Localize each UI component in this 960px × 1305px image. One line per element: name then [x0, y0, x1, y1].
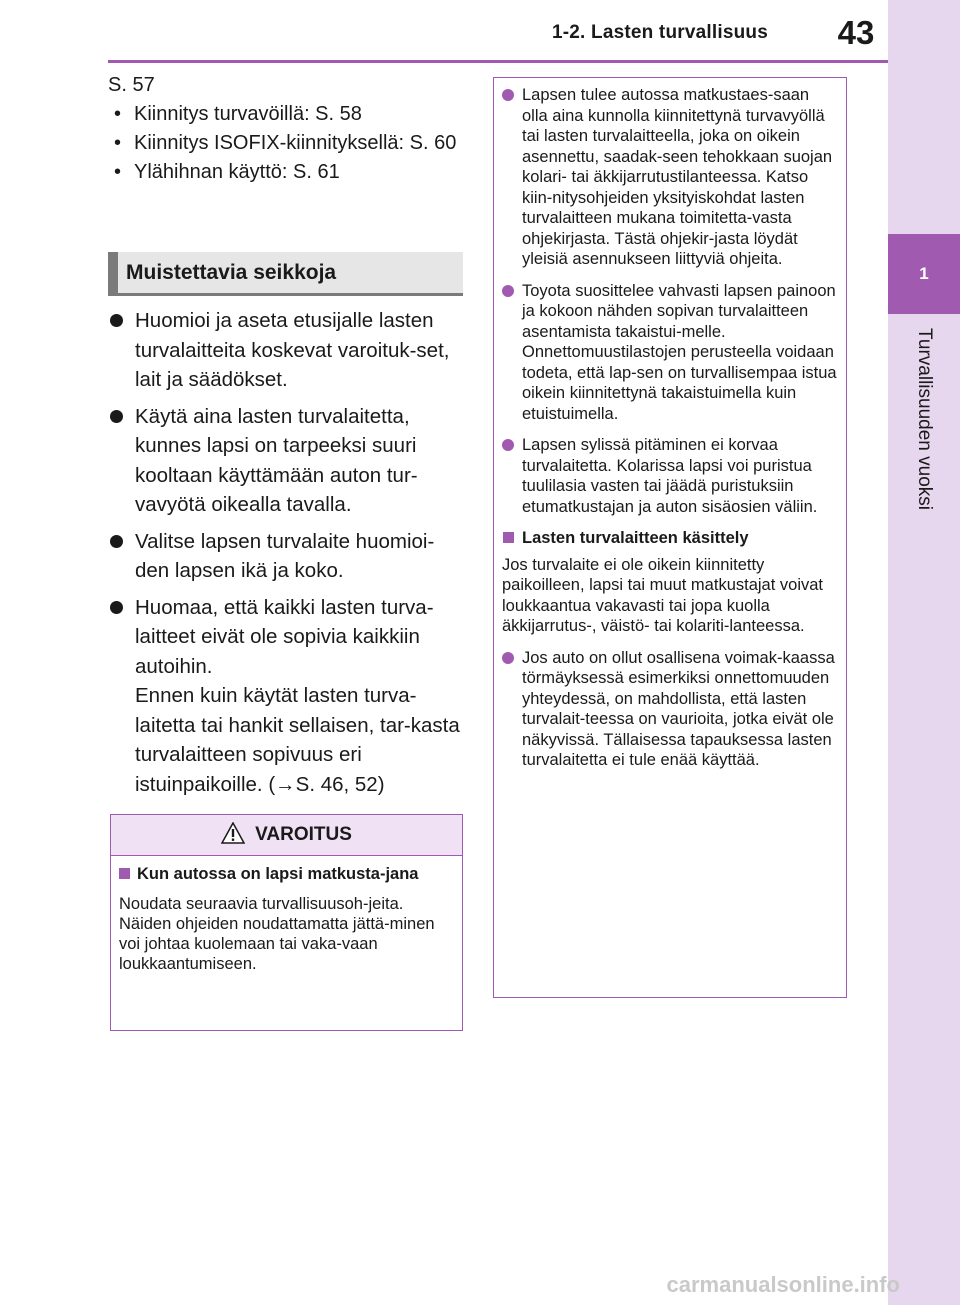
bullet-icon [110, 314, 123, 327]
page-number: 43 [837, 14, 875, 51]
square-bullet-icon [503, 532, 514, 543]
list-item [108, 402, 468, 520]
bullet-icon [110, 601, 123, 614]
bullet-dot-icon: • [114, 103, 122, 125]
info-subheading [502, 528, 838, 549]
info-subheading-text: Lasten turvalaitteen käsittely [522, 529, 749, 547]
chapter-title: Turvallisuuden vuoksi [914, 328, 935, 510]
info-box [493, 77, 847, 998]
list-item [108, 593, 468, 800]
warning-header [111, 815, 462, 856]
list-item-text: Lapsen sylissä pitäminen ei korvaa turvalaitetta. Kolarissa lapsi voi puristua tuulilasia vasten tai jäädä puristuksiin etumatkustajan ja auton sisäosien väliin. [522, 436, 818, 516]
bullet-icon [502, 285, 514, 297]
list-item-text: Kiinnitys ISOFIX-kiinnityksellä: S. 60 [134, 132, 457, 154]
square-bullet-icon [119, 868, 130, 879]
list-item-text: Huomioi ja aseta etusijalle lasten turvalaitteita koskevat varoituk-set, lait ja säädökset. [135, 309, 450, 391]
list-item [108, 100, 468, 129]
continuation-line: S. 57 [108, 74, 155, 96]
warning-subheading-text: Kun autossa on lapsi matkusta-jana [137, 865, 419, 883]
warning-label: VAROITUS [255, 824, 352, 845]
bullet-dot-icon: • [114, 132, 122, 154]
list-item [502, 85, 838, 270]
list-item-text: Lapsen tulee autossa matkustaes-saan olla aina kunnolla kiinnitettynä turvavyöllä tai lasten turvalaitteella, joka on oikein asennettu, saadak-seen tehokkaan suojan kolari- tai äkkijarrutustilanteessa. Katso kiin-nitysohjeiden yksityiskohdat lasten turvalaitteen mukana toimitetta-vasta ohjekirjasta. Tästä ohjekir-jasta löydät yleisiä asennukseen liittyviä ohjeita. [522, 86, 833, 268]
warning-triangle-icon [221, 822, 245, 849]
list-item-text: Jos auto on ollut osallisena voimak-kaassa törmäyksessä esimerkiksi onnettomuuden yhteydessä, on mahdollista, että lasten turvalait-teessa on vaurioita, jotka eivät ole näkyvissä. Tällaisessa tapauksessa lasten turvalaitetta ei tule enää käyttää. [522, 648, 835, 769]
bullet-icon [110, 410, 123, 423]
section-heading-text: Muistettavia seikkoja [126, 260, 337, 284]
list-item [108, 129, 468, 158]
header-divider [108, 60, 888, 63]
bullet-dot-icon: • [114, 161, 122, 183]
bullet-icon [110, 535, 123, 548]
warning-paragraph: Noudata seuraavia turvallisuusoh-jeita. [119, 895, 404, 913]
list-item-extra-text: Ennen kuin käytät lasten turva-laitetta tai hankit sellaisen, tar-kasta turvalaitteen sopivuus eri istuinpaikoille. (→S. 46, 52) [135, 684, 460, 796]
warning-box [110, 814, 463, 1031]
bullet-icon [502, 89, 514, 101]
watermark: carmanualsonline.info [666, 1272, 900, 1297]
warning-paragraph: Näiden ohjeiden noudattamatta jättä-minen voi johtaa kuolemaan tai vaka-vaan loukkaantumiseen. [119, 915, 435, 973]
list-item [108, 158, 468, 187]
warning-subheading [119, 864, 452, 884]
chapter-number: 1 [919, 264, 929, 283]
left-column-intro [108, 70, 468, 187]
list-item [502, 648, 838, 771]
info-paragraph: Jos turvalaite ei ole oikein kiinnitetty paikoilleen, lapsi tai muut matkustajat voivat loukkaantua vakavasti tai jopa kuolla äkkijarrutus-, väistö- tai kolariti-lanteessa. [502, 555, 823, 635]
list-item [108, 306, 468, 395]
list-item-text: Valitse lapsen turvalaite huomioi-den lapsen ikä ja koko. [135, 529, 435, 582]
warning-body [111, 856, 462, 974]
list-item-text: Käytä aina lasten turvalaitetta, kunnes lapsi on tarpeeksi suuri kooltaan käyttämään auton tur-vavyötä oikealla tavalla. [135, 404, 418, 516]
list-item-text: Ylähihnan käyttö: S. 61 [134, 161, 340, 183]
section-heading [108, 252, 463, 296]
bullet-list [108, 306, 468, 806]
bullet-icon [502, 652, 514, 664]
list-item-text: Huomaa, että kaikki lasten turva-laitteet eivät ole sopivia kaikkiin autoihin. [135, 595, 434, 678]
section-title: 1-2. Lasten turvallisuus [552, 22, 768, 43]
list-item-text: Toyota suosittelee vahvasti lapsen painoon ja kokoon nähden sopivan turvalaitteen asentamista takaistui-melle. Onnettomuustilastojen perusteella voidaan todeta, että lap-sen on turvallisempaa istua oikein kiinnitettynä takaistuimella kuin etuistuimella. [522, 281, 837, 423]
list-item-text: Kiinnitys turvavöillä: S. 58 [134, 103, 362, 125]
side-tab-strip [888, 0, 960, 1305]
chapter-tab[interactable] [888, 234, 960, 314]
list-item [502, 435, 838, 517]
bullet-icon [502, 439, 514, 451]
list-item [502, 281, 838, 425]
list-item [108, 527, 468, 586]
